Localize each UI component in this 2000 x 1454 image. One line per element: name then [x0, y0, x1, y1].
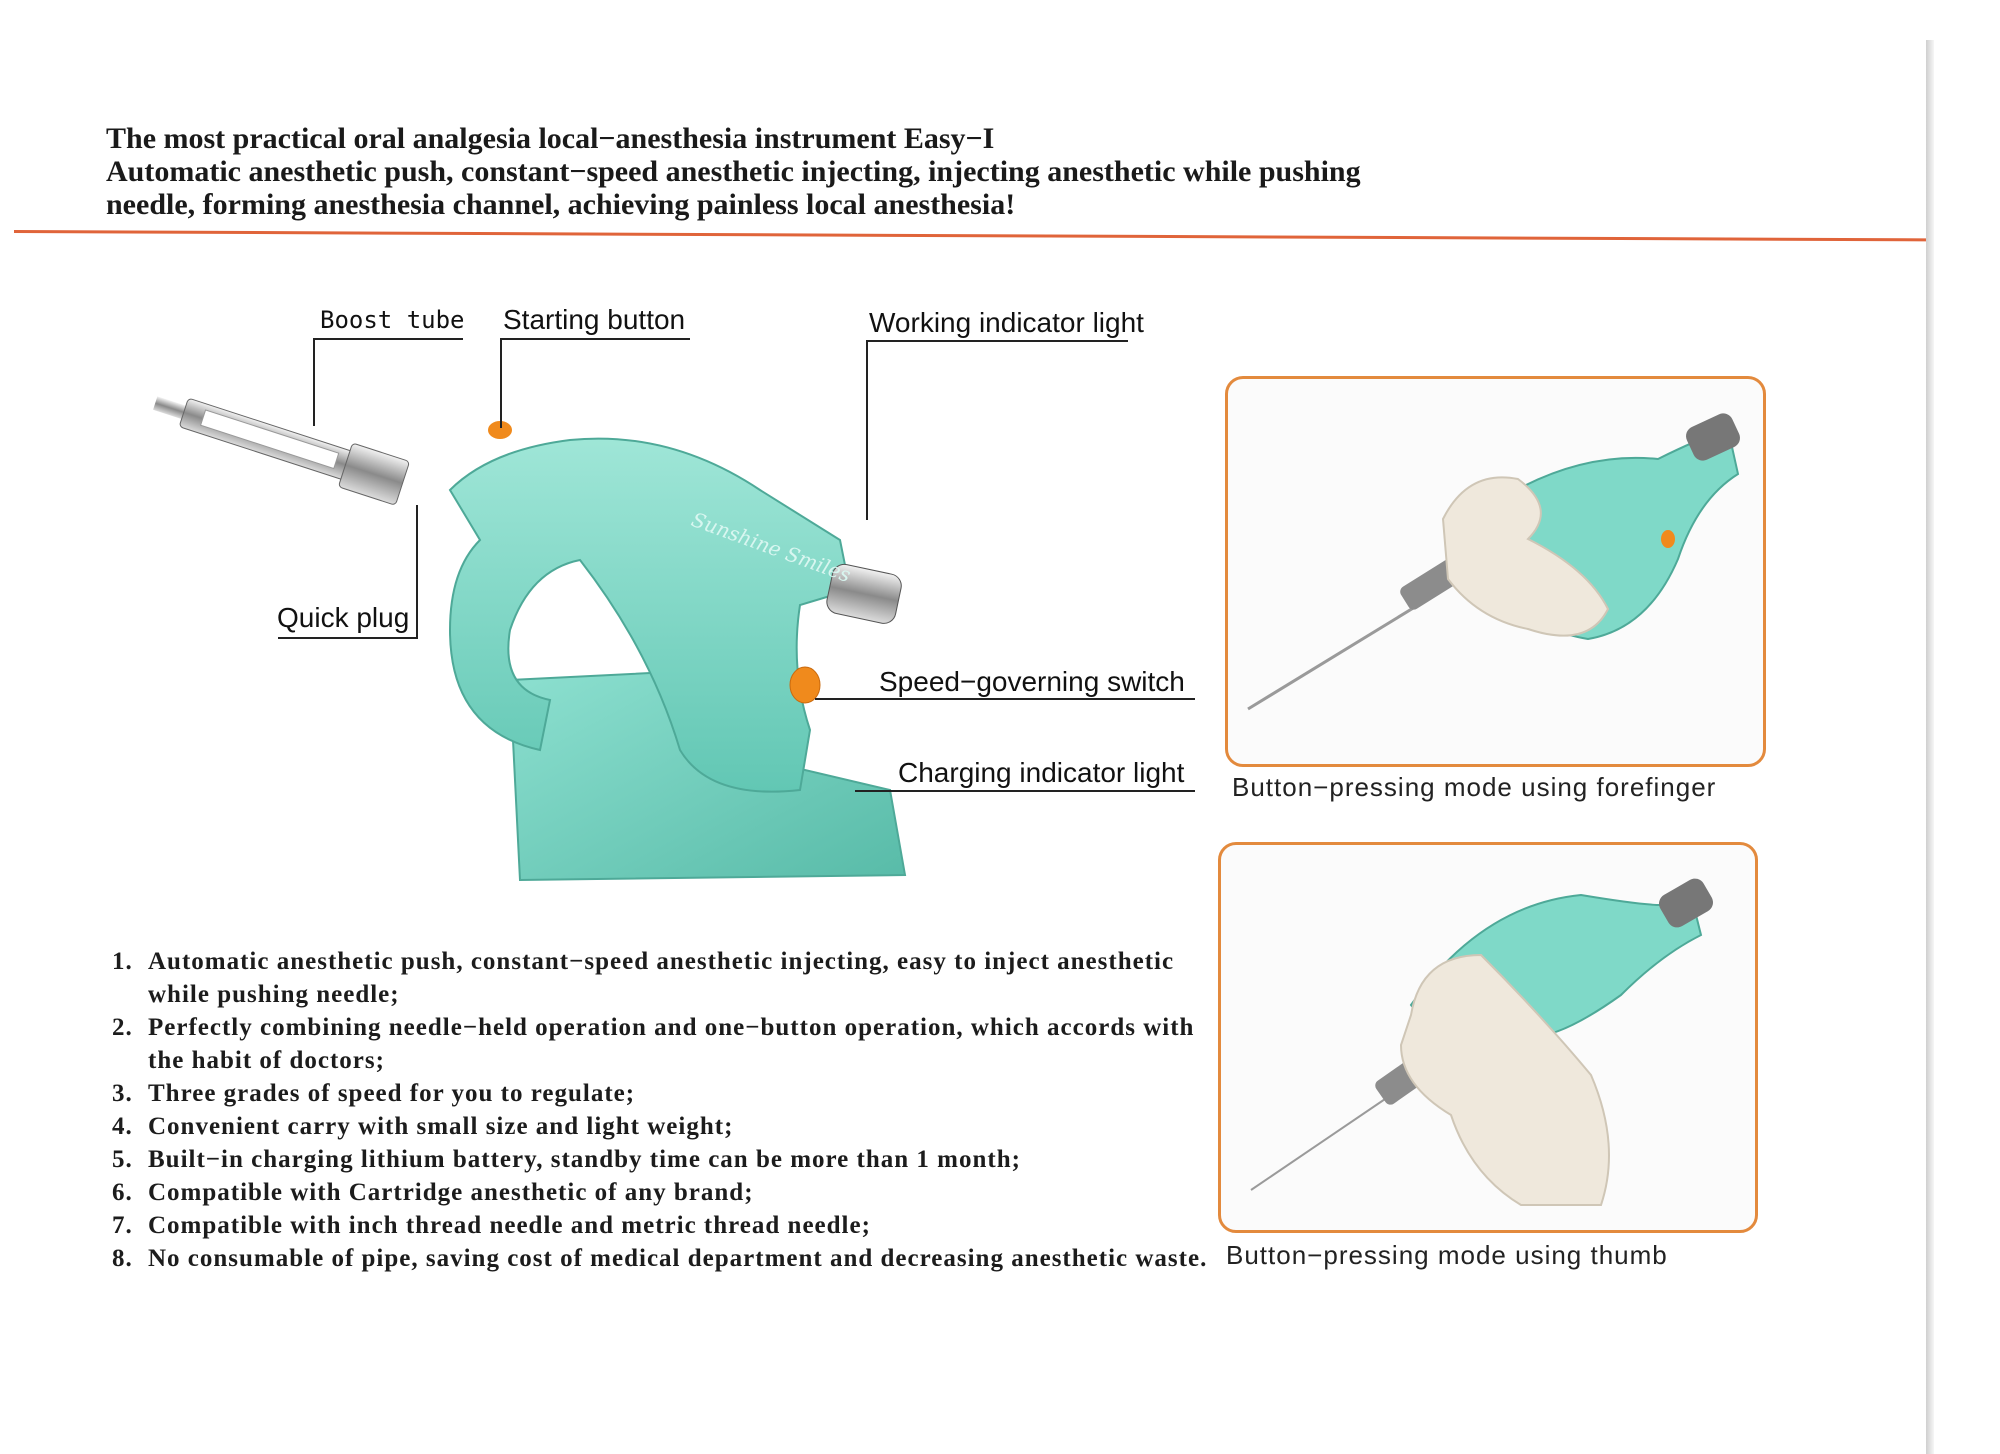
- item-text: Convenient carry with small size and light weight;: [148, 1113, 734, 1140]
- item-number: 1.: [112, 948, 133, 975]
- caption-forefinger: Button−pressing mode using forefinger: [1232, 772, 1717, 802]
- page-edge: [1926, 40, 1934, 1454]
- heading-line-2: Automatic anesthetic push, constant−speed anesthetic injecting, injecting anesthetic while pushing: [106, 155, 1361, 188]
- list-item: [106, 1176, 1226, 1209]
- caption-thumb: Button−pressing mode using thumb: [1226, 1240, 1668, 1270]
- label-working-indicator: Working indicator light: [869, 307, 1144, 338]
- item-number: 2.: [112, 1014, 133, 1041]
- leader-starting-button-h: [500, 338, 690, 340]
- leader-speed-switch: [815, 698, 1195, 700]
- label-quick-plug: Quick plug: [277, 602, 410, 633]
- leader-boost-tube-h: [313, 338, 463, 340]
- list-item: [106, 1242, 1226, 1275]
- leader-starting-button-v: [500, 338, 502, 428]
- heading-divider: [14, 230, 1926, 241]
- heading-line-1: The most practical oral analgesia local−anesthesia instrument Easy−I: [106, 122, 995, 155]
- item-text: No consumable of pipe, saving cost of medical department and decreasing anesthetic waste.: [148, 1245, 1208, 1272]
- leader-working-light-h: [866, 340, 1128, 342]
- item-text: Compatible with Cartridge anesthetic of any brand;: [148, 1179, 754, 1206]
- device-illustration: [150, 370, 1030, 900]
- photo-thumb: [1218, 842, 1758, 1233]
- list-item: [106, 1110, 1226, 1143]
- leader-boost-tube-v: [313, 338, 315, 426]
- leader-quick-plug-h: [278, 637, 418, 639]
- page-heading: [106, 122, 1606, 221]
- label-charging-indicator: Charging indicator light: [898, 757, 1185, 788]
- list-item: [106, 945, 1226, 1011]
- label-starting-button: Starting button: [503, 304, 686, 335]
- brand-text: Sunshine Smiles: [688, 507, 855, 588]
- boost-tube: [150, 381, 410, 505]
- label-boost-tube: Boost tube: [320, 306, 465, 334]
- leader-quick-plug-v: [416, 505, 418, 639]
- feature-list: [106, 945, 1226, 1275]
- list-item: [106, 1077, 1226, 1110]
- item-text: Compatible with inch thread needle and metric thread needle;: [148, 1212, 871, 1239]
- list-item: [106, 1209, 1226, 1242]
- item-text: Three grades of speed for you to regulate;: [148, 1080, 636, 1107]
- label-speed-switch: Speed−governing switch: [879, 666, 1185, 697]
- list-item: [106, 1011, 1226, 1077]
- item-number: 7.: [112, 1212, 133, 1239]
- forefinger-hand-illustration: [1228, 379, 1763, 764]
- item-number: 5.: [112, 1146, 133, 1173]
- item-number: 4.: [112, 1113, 133, 1140]
- item-number: 6.: [112, 1179, 133, 1206]
- item-text: Built−in charging lithium battery, standby time can be more than 1 month;: [148, 1146, 1021, 1173]
- thumb-hand-illustration: [1221, 845, 1755, 1230]
- item-number: 3.: [112, 1080, 133, 1107]
- item-text: Perfectly combining needle−held operation and one−button operation, which accords with the habit of doctors;: [148, 1014, 1195, 1074]
- leader-charging-light: [855, 790, 1195, 792]
- item-number: 8.: [112, 1245, 133, 1272]
- item-text: Automatic anesthetic push, constant−speed anesthetic injecting, easy to inject anesthetic while pushing needle;: [148, 948, 1175, 1008]
- list-item: [106, 1143, 1226, 1176]
- leader-working-light-v: [866, 340, 868, 520]
- photo-forefinger: [1225, 376, 1766, 767]
- heading-line-3: needle, forming anesthesia channel, achieving painless local anesthesia!: [106, 188, 1016, 221]
